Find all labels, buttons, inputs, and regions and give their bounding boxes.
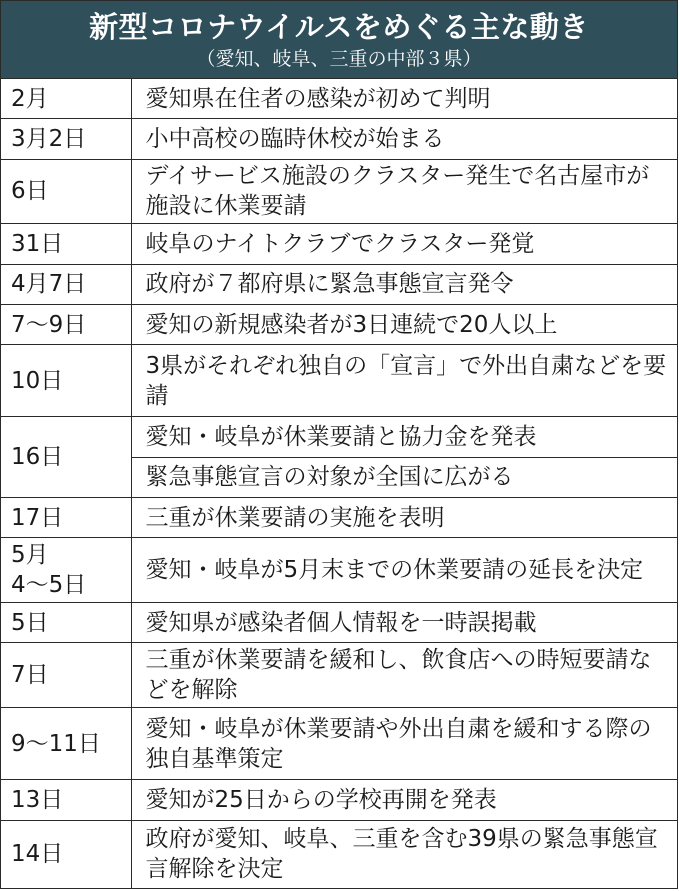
date-cell: [1, 224, 131, 264]
table-row: [1, 538, 677, 603]
table-row: [1, 643, 677, 708]
date-cell: [1, 820, 131, 888]
timeline-body: [1, 79, 677, 889]
table-row: [1, 708, 677, 780]
page-subtitle: （愛知、岐阜、三重の中部３県）: [196, 48, 482, 70]
date-cell: [1, 780, 131, 820]
header-banner: [1, 1, 677, 78]
date-text: 31日: [11, 230, 64, 257]
date-cell: [1, 603, 131, 643]
event-cell: 愛知県在住者の感染が初めて判明: [131, 79, 677, 119]
date-cell: [1, 304, 131, 344]
date-cell: [1, 79, 131, 119]
table-row: [1, 498, 677, 538]
date-cell: [1, 498, 131, 538]
date-cell: [1, 159, 131, 224]
date-text: 6日: [11, 178, 49, 205]
date-text: 5日: [11, 609, 49, 636]
date-text: 7日: [11, 662, 49, 689]
event-cell: 愛知県が感染者個人情報を一時誤掲載: [131, 603, 677, 643]
date-cell: [1, 264, 131, 304]
date-text: 17日: [11, 504, 64, 531]
date-text: 7～9日: [11, 311, 87, 338]
date-cell: [1, 643, 131, 708]
event-cell: 三重が休業要請を緩和し、飲食店への時短要請などを解除: [131, 643, 677, 708]
event-cell: 愛知・岐阜が休業要請と協力金を発表: [131, 417, 677, 457]
date-text: 5月: [11, 542, 49, 569]
table-row: [1, 417, 677, 457]
date-cell: [1, 345, 131, 417]
event-cell: 愛知・岐阜が休業要請や外出自粛を緩和する際の独自基準策定: [131, 708, 677, 780]
event-cell: 政府が愛知、岐阜、三重を含む39県の緊急事態宣言解除を決定: [131, 820, 677, 888]
table-row: [1, 224, 677, 264]
table-row: [1, 820, 677, 888]
table-row: [1, 304, 677, 344]
page-title: 新型コロナウイルスをめぐる主な動き: [89, 10, 589, 44]
table-row: [1, 159, 677, 224]
event-cell: 小中高校の臨時休校が始まる: [131, 119, 677, 159]
table-row: [1, 780, 677, 820]
event-cell: 岐阜のナイトクラブでクラスター発覚: [131, 224, 677, 264]
date-text: 4月7日: [11, 271, 87, 298]
table-row: [1, 119, 677, 159]
event-cell: 三重が休業要請の実施を表明: [131, 498, 677, 538]
event-cell: 緊急事態宣言の対象が全国に広がる: [131, 457, 677, 497]
date-cell: [1, 119, 131, 159]
date-text: 2月: [11, 85, 49, 112]
event-cell: 3県がそれぞれ独自の「宣言」で外出自粛などを要請: [131, 345, 677, 417]
date-cell: [1, 538, 131, 603]
event-cell: 愛知の新規感染者が3日連続で20人以上: [131, 304, 677, 344]
date-cell: [1, 417, 131, 498]
event-cell: 愛知が25日からの学校再開を発表: [131, 780, 677, 820]
date-text: 9～11日: [11, 730, 101, 757]
event-cell: 政府が７都府県に緊急事態宣言発令: [131, 264, 677, 304]
date-text: 14日: [11, 841, 64, 868]
date-text: 10日: [11, 367, 64, 394]
timeline-table: [1, 78, 677, 888]
event-cell: デイサービス施設のクラスター発生で名古屋市が施設に休業要請: [131, 159, 677, 224]
date-text: 4～5日: [11, 572, 87, 599]
table-row: [1, 79, 677, 119]
table-row: [1, 603, 677, 643]
table-row: [1, 264, 677, 304]
table-row: [1, 345, 677, 417]
date-text: 16日: [11, 444, 64, 471]
date-text: 3月2日: [11, 125, 87, 152]
date-cell: [1, 708, 131, 780]
date-text: 13日: [11, 786, 64, 813]
event-cell: 愛知・岐阜が5月末までの休業要請の延長を決定: [131, 538, 677, 603]
